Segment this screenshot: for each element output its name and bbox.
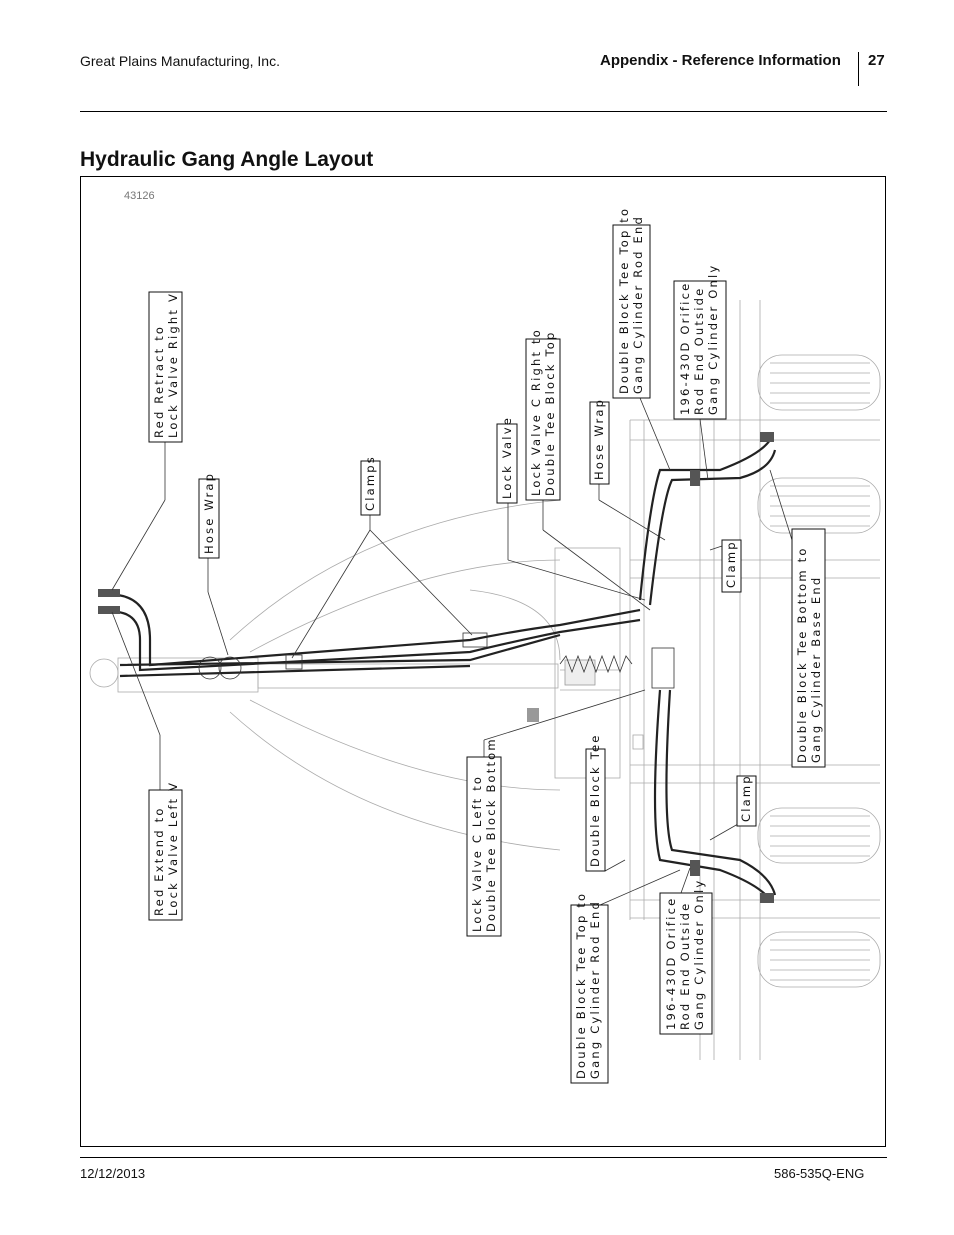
svg-text:Lock Valve: Lock Valve — [500, 416, 514, 499]
svg-text:196-430D Orifice: 196-430D Orifice — [664, 896, 678, 1030]
callout-clamp-lower — [739, 774, 753, 822]
svg-text:Gang Cylinder Rod End: Gang Cylinder Rod End — [588, 900, 602, 1079]
callout-lock-valve-c-right — [529, 328, 557, 496]
svg-text:196-430D Orifice: 196-430D Orifice — [678, 281, 692, 415]
svg-text:Red Extend to: Red Extend to — [152, 806, 166, 916]
svg-text:Clamp: Clamp — [724, 540, 738, 588]
page-number: 27 — [868, 52, 885, 69]
svg-text:Lock Valve Left V: Lock Valve Left V — [166, 780, 180, 916]
svg-text:Gang Cylinder Base End: Gang Cylinder Base End — [809, 575, 823, 763]
footer-doc-number: 586-535Q-ENG — [774, 1166, 865, 1181]
svg-text:Lock Valve Right V: Lock Valve Right V — [166, 291, 180, 438]
svg-text:Double Block Tee: Double Block Tee — [588, 733, 602, 867]
svg-text:Clamp: Clamp — [739, 774, 753, 822]
header-section: Appendix - Reference Information — [600, 52, 841, 69]
footer-rule — [80, 1157, 887, 1158]
svg-text:Double Block Tee Top to: Double Block Tee Top to — [617, 206, 631, 394]
callout-dbt-bottom — [795, 546, 823, 763]
svg-text:Gang Cylinder Only: Gang Cylinder Only — [692, 878, 706, 1030]
callout-lock-valve — [500, 416, 514, 499]
svg-text:Double Tee Block Bottom: Double Tee Block Bottom — [484, 737, 498, 932]
callout-clamps — [363, 455, 377, 511]
callout-clamp-upper — [724, 540, 738, 588]
svg-text:Double Tee Block Top: Double Tee Block Top — [543, 330, 557, 496]
machine-drawing — [90, 300, 880, 1060]
svg-text:Lock Valve C Left to: Lock Valve C Left to — [470, 774, 484, 932]
svg-text:Gang Cylinder Rod End: Gang Cylinder Rod End — [631, 215, 645, 394]
page-title: Hydraulic Gang Angle Layout — [80, 148, 374, 171]
svg-text:Gang Cylinder Only: Gang Cylinder Only — [706, 263, 720, 415]
svg-text:Clamps: Clamps — [363, 455, 377, 511]
svg-text:Rod End Outside: Rod End Outside — [692, 286, 706, 415]
callout-hose-wrap-left — [202, 472, 216, 554]
svg-text:Double Block Tee Bottom to: Double Block Tee Bottom to — [795, 546, 809, 763]
svg-text:Red Retract to: Red Retract to — [152, 324, 166, 438]
svg-text:Rod End Outside: Rod End Outside — [678, 901, 692, 1030]
callout-double-block-tee — [588, 733, 602, 867]
callout-hose-wrap-right — [592, 398, 606, 480]
figure-number: 43126 — [124, 190, 155, 202]
header-company: Great Plains Manufacturing, Inc. — [80, 53, 280, 69]
callout-dbt-top-lower — [574, 892, 602, 1079]
callout-dbt-top-upper — [617, 207, 645, 394]
footer-date: 12/12/2013 — [80, 1166, 146, 1181]
svg-text:Hose Wrap: Hose Wrap — [592, 397, 606, 480]
svg-text:Lock Valve C Right to: Lock Valve C Right to — [529, 328, 543, 496]
svg-text:Hose Wrap: Hose Wrap — [202, 471, 216, 554]
svg-text:Double Block Tee Top to: Double Block Tee Top to — [574, 891, 588, 1079]
